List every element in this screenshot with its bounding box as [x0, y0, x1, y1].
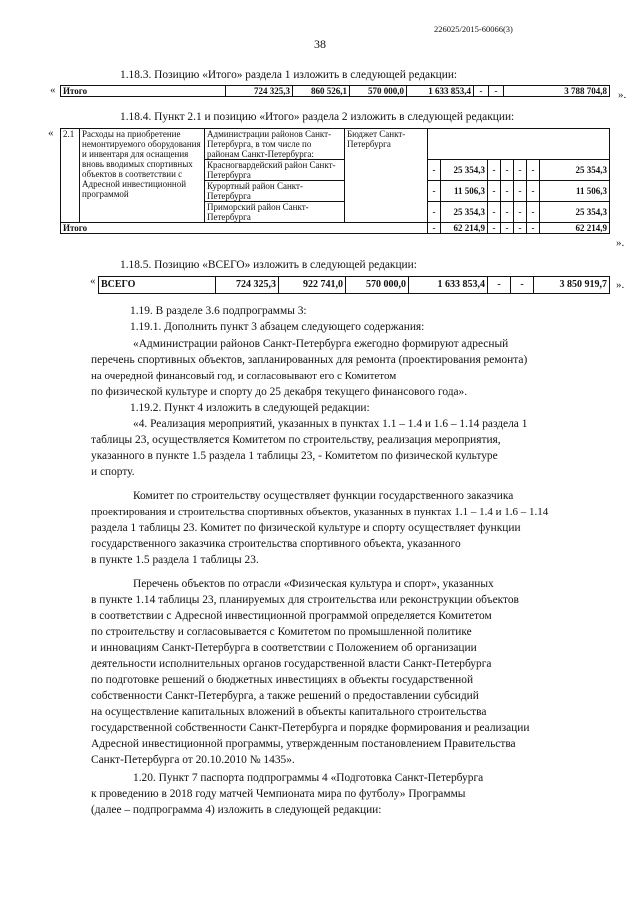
table-cell: - [514, 160, 527, 181]
text-line: «Администрации районов Санкт-Петербурга ежегодно формируют адресный [133, 338, 509, 350]
text-line: (далее – подпрограмма 4) изложить в следующей редакции: [91, 804, 382, 816]
text-line: по физической культуре и спорту до 25 декабря текущего финансового года». [91, 386, 468, 398]
table-cell: 25 354,3 [540, 202, 610, 223]
table-cell: - [474, 86, 489, 97]
text-line: по строительству и согласовывается с Комитетом по промышленной политике [91, 626, 472, 638]
table-vsego [98, 276, 610, 294]
table-cell: 11 506,3 [441, 181, 488, 202]
text-line: в пункте 1.5 раздела 1 таблицы 23. [91, 554, 259, 566]
table-cell: - [489, 86, 504, 97]
close-quote: ». [618, 89, 627, 101]
table-cell: - [514, 223, 527, 234]
close-quote: ». [616, 279, 625, 291]
text-line: по подготовке решений о бюджетных инвестициях в объекты государственной [91, 674, 474, 686]
open-quote: « [90, 275, 96, 287]
text-line: и спорту. [91, 466, 135, 478]
paragraph-1-19-1: 1.19.1. Дополнить пункт 3 абзацем следующего содержания: [130, 321, 425, 333]
table-cell [428, 129, 610, 160]
text-line: раздела 1 таблицы 23. Комитет по физической культуре и спорту осуществляет функции [91, 522, 521, 534]
table-cell-admin-head: Администрации районов Санкт-Петербурга, в том числе по районам Санкт-Петербурга: [205, 129, 345, 160]
section-heading-1-18-4: 1.18.4. Пункт 2.1 и позицию «Итого» раздела 2 изложить в следующей редакции: [120, 111, 515, 123]
table-cell: 3 850 919,7 [534, 277, 610, 294]
text-line: собственности Санкт-Петербурга, а также решений о предоставлении субсидий [91, 690, 479, 702]
text-line: Перечень объектов по отрасли «Физическая культура и спорт», указанных [133, 578, 494, 590]
open-quote: « [50, 84, 56, 96]
text-line: 1.20. Пункт 7 паспорта подпрограммы 4 «Подготовка Санкт-Петербурга [133, 772, 484, 784]
table-cell-budget: Бюджет Санкт-Петербурга [345, 129, 428, 223]
table-cell: 1 633 853,4 [407, 86, 474, 97]
table-cell: 25 354,3 [540, 160, 610, 181]
table-cell: - [501, 181, 514, 202]
table-cell: 25 354,3 [441, 202, 488, 223]
table-cell-number: 2.1 [61, 129, 80, 223]
text-line: Адресной инвестиционной программы, утвержденным постановлением Правительства [91, 738, 516, 750]
document-number: 226025/2015-60066(3) [434, 24, 513, 34]
table-cell: - [527, 160, 540, 181]
table-cell: 570 000,0 [350, 86, 407, 97]
table-row [61, 86, 610, 97]
table-cell: - [527, 202, 540, 223]
table-cell: Итого [61, 86, 226, 97]
text-line: на осуществление капитальных вложений в объекты капитального строительства [91, 706, 487, 718]
text-line: перечень спортивных объектов, запланированных для ремонта (проектирования ремонта) [91, 354, 528, 366]
table-cell: - [488, 277, 511, 294]
table-cell: 62 214,9 [540, 223, 610, 234]
paragraph-1-19: 1.19. В разделе 3.6 подпрограммы 3: [130, 305, 307, 317]
table-cell: - [428, 181, 441, 202]
table-cell: 922 741,0 [279, 277, 346, 294]
table-section2 [60, 128, 610, 234]
table-cell: - [511, 277, 534, 294]
table-cell-district: Курортный район Санкт-Петербурга [205, 181, 345, 202]
table-cell: 570 000,0 [346, 277, 409, 294]
table-cell: 724 325,3 [216, 277, 279, 294]
table-cell: - [488, 202, 501, 223]
table-cell: - [488, 223, 501, 234]
table-cell: 11 506,3 [540, 181, 610, 202]
text-line: «4. Реализация мероприятий, указанных в пунктах 1.1 – 1.4 и 1.6 – 1.14 раздела 1 [133, 418, 528, 430]
text-line: в пункте 1.14 таблицы 23, планируемых для строительства или реконструкции объектов [91, 594, 519, 606]
table-cell: - [501, 202, 514, 223]
table-cell: 62 214,9 [441, 223, 488, 234]
table-row-total [61, 223, 610, 234]
text-line: указанного в пункте 1.5 раздела 1 таблицы 23, - Комитетом по физической культуре [91, 450, 498, 462]
section-heading-1-18-3: 1.18.3. Позицию «Итого» раздела 1 изложить в следующей редакции: [120, 69, 458, 81]
table-cell: 860 526,1 [293, 86, 350, 97]
text-line: проектирования и строительства спортивных объектов, указанных в пунктах 1.1 – 1.4 и 1.6 – 1.14 [91, 506, 549, 518]
paragraph-1-19-2: 1.19.2. Пункт 4 изложить в следующей редакции: [130, 402, 370, 414]
table-cell-district: Красногвардейский район Санкт-Петербурга [205, 160, 345, 181]
text-line: таблицы 23, осуществляется Комитетом по строительству, реализация мероприятия, [91, 434, 501, 446]
table-cell: - [514, 202, 527, 223]
table-cell: - [488, 181, 501, 202]
text-line: к проведению в 2018 году матчей Чемпионата мира по футболу» Программы [91, 788, 466, 800]
text-line: Санкт-Петербурга от 20.10.2010 № 1435». [91, 754, 295, 766]
table-cell-district: Приморский район Санкт-Петербурга [205, 202, 345, 223]
text-line: в соответствии с Адресной инвестиционной программой определяется Комитетом [91, 610, 492, 622]
table-cell: - [514, 181, 527, 202]
table-row [61, 129, 610, 160]
table-cell: - [488, 160, 501, 181]
table-cell: - [527, 223, 540, 234]
table-cell: 724 325,3 [226, 86, 293, 97]
text-line: и инновациям Санкт-Петербурга в соответствии с Положением об организации [91, 642, 477, 654]
text-line: деятельности исполнительных органов государственной власти Санкт-Петербурга [91, 658, 492, 670]
table-cell-name: Расходы на приобретение немонтируемого оборудования и инвентаря для оснащения вновь вводимых спортивных объектов в соответствии с Адресной инвестиционной программой [80, 129, 205, 223]
table-cell-total-label: Итого [61, 223, 428, 234]
table-cell: ВСЕГО [99, 277, 216, 294]
text-line: Комитет по строительству осуществляет функции государственного заказчика [133, 490, 514, 502]
table-cell: - [428, 223, 441, 234]
close-quote: ». [616, 237, 625, 249]
table-cell: - [501, 160, 514, 181]
table-cell: 25 354,3 [441, 160, 488, 181]
section-heading-1-18-5: 1.18.5. Позицию «ВСЕГО» изложить в следующей редакции: [120, 259, 417, 271]
table-cell: - [428, 160, 441, 181]
page-number: 38 [314, 37, 326, 51]
table-itogo-section1 [60, 85, 610, 97]
table-cell: - [501, 223, 514, 234]
open-quote: « [48, 127, 54, 139]
text-line: государственного заказчика строительства спортивного объекта, указанного [91, 538, 461, 550]
table-row [99, 277, 610, 294]
table-cell: - [527, 181, 540, 202]
text-line: государственной собственности Санкт-Петербурга и порядке формирования и реализации [91, 722, 530, 734]
text-line: на очередной финансовый год, и согласовывают его с Комитетом [91, 370, 397, 382]
table-cell: - [428, 202, 441, 223]
table-cell: 1 633 853,4 [409, 277, 488, 294]
table-cell: 3 788 704,8 [504, 86, 610, 97]
